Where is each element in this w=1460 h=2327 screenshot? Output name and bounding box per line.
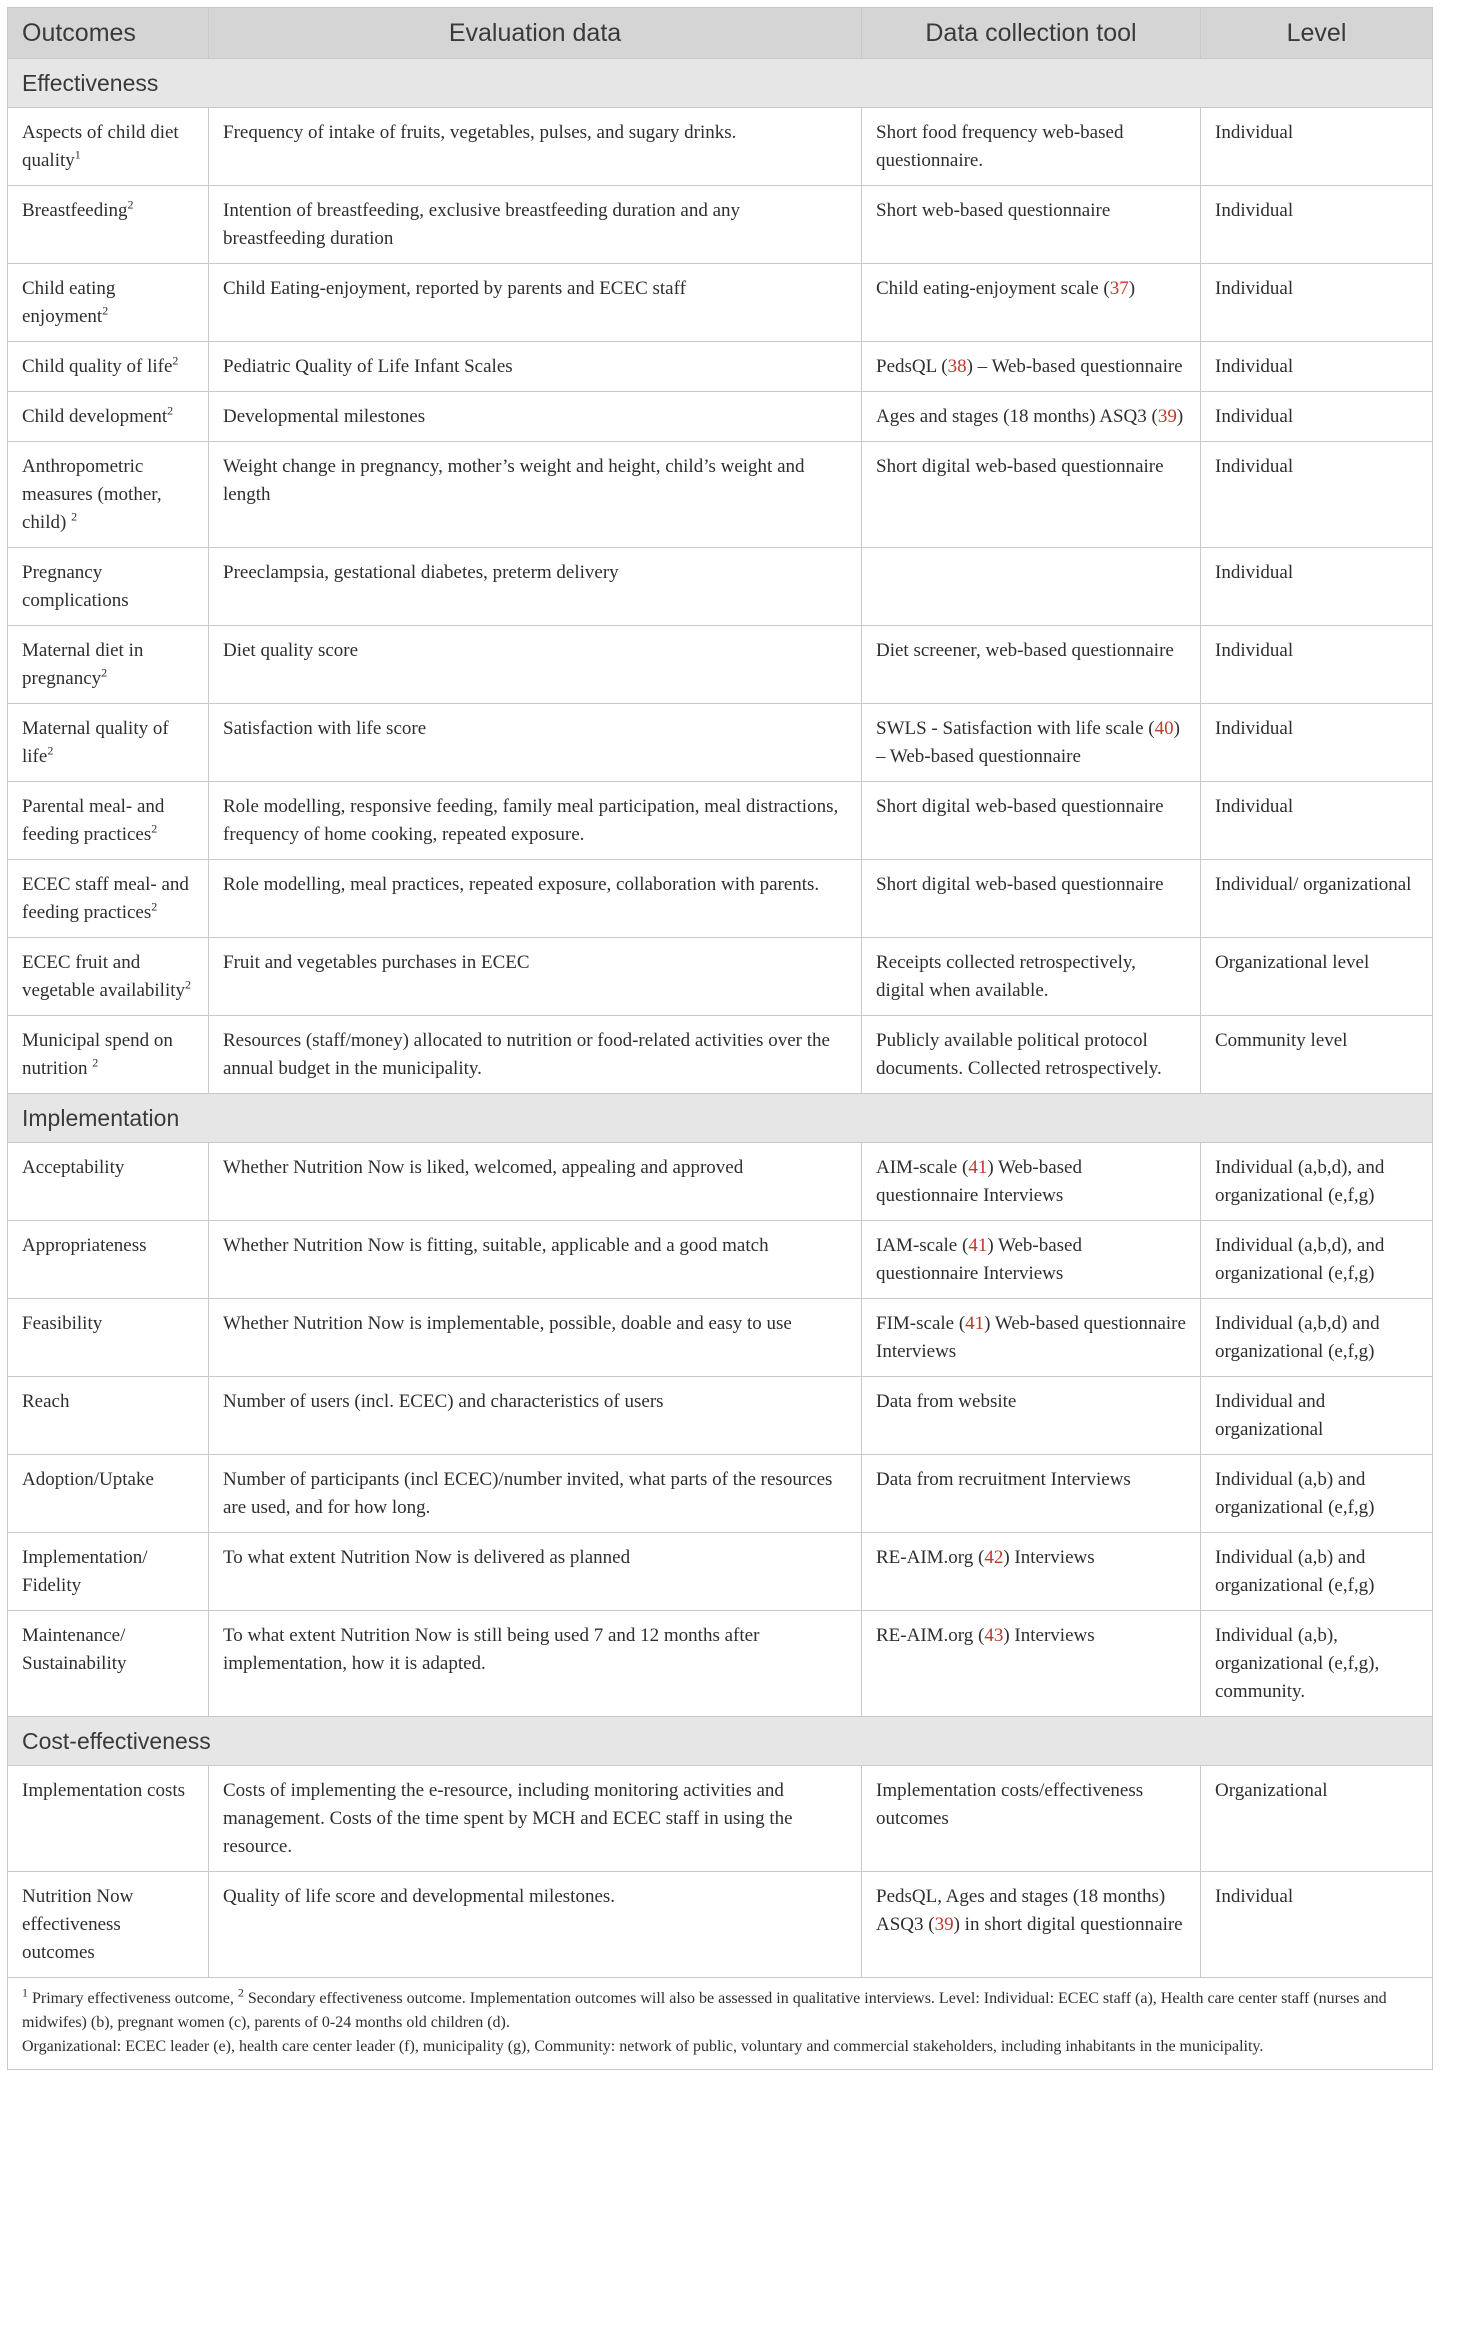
data-collection-tool-cell: [862, 1299, 1201, 1377]
outcome-text: Child eating enjoyment: [22, 278, 116, 327]
level-cell: Individual (a,b,d), and organizational (e,f,g): [1201, 1221, 1433, 1299]
level-cell: Individual (a,b,d), and organizational (e,f,g): [1201, 1143, 1433, 1221]
table-row: [8, 1766, 1433, 1872]
footnote-sup-2: 2: [237, 1985, 244, 2000]
outcome-cell: [8, 1016, 209, 1094]
reference-link[interactable]: 41: [968, 1235, 988, 1256]
table-row: [8, 1016, 1433, 1094]
outcome-cell: [8, 1221, 209, 1299]
evaluation-data-cell: Number of participants (incl ECEC)/number invited, what parts of the resources are used, and for how long.: [209, 1455, 862, 1533]
table-row: [8, 626, 1433, 704]
level-cell: Individual (a,b), organizational (e,f,g), community.: [1201, 1611, 1433, 1717]
outcome-footnote-marker: 2: [92, 1055, 99, 1070]
tool-text: PedsQL, Ages and stages (18 months) ASQ3 (: [876, 1886, 1166, 1935]
data-collection-tool-cell: [862, 186, 1201, 264]
data-collection-tool-cell: [862, 342, 1201, 392]
outcome-text: ECEC fruit and vegetable availability: [22, 952, 186, 1001]
table-row: [8, 1143, 1433, 1221]
outcome-text: Breastfeeding: [22, 200, 128, 221]
data-collection-tool-cell: [862, 1533, 1201, 1611]
outcome-text: Adoption/Uptake: [22, 1469, 154, 1490]
level-cell: Individual: [1201, 342, 1433, 392]
footnote-line-1: [22, 1987, 1418, 2035]
tool-text: AIM-scale (: [876, 1157, 969, 1178]
data-collection-tool-cell: [862, 442, 1201, 548]
outcome-footnote-marker: 2: [185, 977, 192, 992]
tool-text: Short digital web-based questionnaire: [876, 874, 1164, 895]
outcome-cell: [8, 1533, 209, 1611]
outcome-cell: [8, 782, 209, 860]
outcome-text: Reach: [22, 1391, 70, 1412]
tool-text-after: ) Web-based questionnaire Interviews: [876, 1235, 1082, 1284]
header-data-collection-tool: Data collection tool: [862, 8, 1201, 59]
outcome-text: Pregnancy complications: [22, 562, 129, 611]
data-collection-tool-cell: [862, 1016, 1201, 1094]
tool-text: Data from recruitment Interviews: [876, 1469, 1131, 1490]
level-cell: Individual: [1201, 704, 1433, 782]
evaluation-data-cell: Satisfaction with life score: [209, 704, 862, 782]
evaluation-data-cell: Developmental milestones: [209, 392, 862, 442]
reference-link[interactable]: 40: [1154, 718, 1174, 739]
outcome-footnote-marker: 2: [127, 197, 134, 212]
outcome-cell: [8, 1377, 209, 1455]
evaluation-data-cell: To what extent Nutrition Now is still being used 7 and 12 months after implementation, how it is adapted.: [209, 1611, 862, 1717]
footnote-sup-1: 1: [22, 1985, 28, 2000]
outcome-text: Acceptability: [22, 1157, 125, 1178]
data-collection-tool-cell: [862, 1221, 1201, 1299]
table-container: [7, 7, 1432, 2070]
data-collection-tool-cell: [862, 1611, 1201, 1717]
data-collection-tool-cell: [862, 938, 1201, 1016]
outcome-text: Feasibility: [22, 1313, 103, 1334]
footnote-row: [8, 1978, 1433, 2070]
outcome-footnote-marker: 2: [167, 403, 174, 418]
outcome-text: Maternal quality of life: [22, 718, 169, 767]
evaluation-table: [7, 7, 1433, 2070]
tool-text-after: ) – Web-based questionnaire: [876, 718, 1180, 767]
table-row: [8, 108, 1433, 186]
tool-text: Short digital web-based questionnaire: [876, 796, 1164, 817]
reference-link[interactable]: 38: [947, 356, 967, 377]
outcome-cell: [8, 548, 209, 626]
tool-text: RE-AIM.org (: [876, 1625, 985, 1646]
data-collection-tool-cell: [862, 548, 1201, 626]
tool-text: Diet screener, web-based questionnaire: [876, 640, 1174, 661]
data-collection-tool-cell: [862, 626, 1201, 704]
outcome-cell: [8, 1766, 209, 1872]
reference-link[interactable]: 39: [1157, 406, 1177, 427]
data-collection-tool-cell: [862, 1455, 1201, 1533]
evaluation-data-cell: Whether Nutrition Now is fitting, suitable, applicable and a good match: [209, 1221, 862, 1299]
table-body: [8, 59, 1433, 1978]
table-row: [8, 938, 1433, 1016]
tool-text: FIM-scale (: [876, 1313, 966, 1334]
level-cell: Individual: [1201, 782, 1433, 860]
level-cell: Individual (a,b) and organizational (e,f,g): [1201, 1455, 1433, 1533]
evaluation-data-cell: Whether Nutrition Now is liked, welcomed, appealing and approved: [209, 1143, 862, 1221]
outcome-cell: [8, 442, 209, 548]
tool-text-after: ) Web-based questionnaire Interviews: [876, 1313, 1186, 1362]
data-collection-tool-cell: [862, 1766, 1201, 1872]
outcome-text: Aspects of child diet quality: [22, 122, 179, 171]
table-row: [8, 1611, 1433, 1717]
outcome-text: Implementation/ Fidelity: [22, 1547, 148, 1596]
tool-text: Receipts collected retrospectively, digital when available.: [876, 952, 1136, 1001]
outcome-cell: [8, 1299, 209, 1377]
reference-link[interactable]: 39: [934, 1914, 954, 1935]
tool-text: Short digital web-based questionnaire: [876, 456, 1164, 477]
level-cell: Organizational: [1201, 1766, 1433, 1872]
evaluation-data-cell: Preeclampsia, gestational diabetes, preterm delivery: [209, 548, 862, 626]
level-cell: Individual (a,b) and organizational (e,f,g): [1201, 1533, 1433, 1611]
table-row: [8, 264, 1433, 342]
evaluation-data-cell: Resources (staff/money) allocated to nutrition or food-related activities over the annual budget in the municipality.: [209, 1016, 862, 1094]
header-level: Level: [1201, 8, 1433, 59]
table-row: [8, 392, 1433, 442]
level-cell: Individual: [1201, 392, 1433, 442]
outcome-cell: [8, 626, 209, 704]
outcome-text: Anthropometric measures (mother, child): [22, 456, 162, 533]
reference-link[interactable]: 43: [984, 1625, 1004, 1646]
tool-text: Short food frequency web-based questionnaire.: [876, 122, 1124, 171]
evaluation-data-cell: Quality of life score and developmental milestones.: [209, 1872, 862, 1978]
outcome-text: Maintenance/ Sustainability: [22, 1625, 127, 1674]
outcome-cell: [8, 342, 209, 392]
outcome-text: Municipal spend on nutrition: [22, 1030, 173, 1079]
evaluation-data-cell: Diet quality score: [209, 626, 862, 704]
table-row: [8, 548, 1433, 626]
table-row: [8, 1455, 1433, 1533]
data-collection-tool-cell: [862, 1872, 1201, 1978]
tool-text: Publicly available political protocol documents. Collected retrospectively.: [876, 1030, 1162, 1079]
outcome-cell: [8, 860, 209, 938]
header-evaluation-data: Evaluation data: [209, 8, 862, 59]
table-row: [8, 704, 1433, 782]
reference-link[interactable]: 41: [968, 1157, 988, 1178]
table-row: [8, 442, 1433, 548]
outcome-cell: [8, 704, 209, 782]
evaluation-data-cell: Weight change in pregnancy, mother’s weight and height, child’s weight and length: [209, 442, 862, 548]
tool-text: SWLS - Satisfaction with life scale (: [876, 718, 1155, 739]
table-row: [8, 782, 1433, 860]
outcome-cell: [8, 1455, 209, 1533]
outcome-text: Appropriateness: [22, 1235, 147, 1256]
tool-text: RE-AIM.org (: [876, 1547, 985, 1568]
table-row: [8, 1377, 1433, 1455]
outcome-cell: [8, 1872, 209, 1978]
level-cell: Individual/ organizational: [1201, 860, 1433, 938]
outcome-cell: [8, 1143, 209, 1221]
outcome-cell: [8, 938, 209, 1016]
footnote-text-1: Primary effectiveness outcome,: [28, 1990, 238, 2007]
tool-text: Data from website: [876, 1391, 1017, 1412]
table-row: [8, 1221, 1433, 1299]
level-cell: Individual: [1201, 264, 1433, 342]
section-row: [8, 1094, 1433, 1143]
level-cell: Community level: [1201, 1016, 1433, 1094]
level-cell: Individual: [1201, 186, 1433, 264]
data-collection-tool-cell: [862, 264, 1201, 342]
outcome-cell: [8, 108, 209, 186]
outcome-cell: [8, 392, 209, 442]
section-title: Implementation: [8, 1094, 1433, 1143]
level-cell: Organizational level: [1201, 938, 1433, 1016]
tool-text-after: ) Web-based questionnaire Interviews: [876, 1157, 1082, 1206]
tool-text: PedsQL (: [876, 356, 948, 377]
outcome-cell: [8, 264, 209, 342]
evaluation-data-cell: Role modelling, responsive feeding, family meal participation, meal distractions, frequency of home cooking, repeated exposure.: [209, 782, 862, 860]
section-title: Cost-effectiveness: [8, 1717, 1433, 1766]
outcome-cell: [8, 1611, 209, 1717]
footnote-text-2: Secondary effectiveness outcome. Implementation outcomes will also be assessed in qualitative interviews. Level: Individual: ECEC staff (a), Health care center staff (nurses and midwifes) (b), pregnant women (c), parents of 0-24 months old children (d).: [22, 1990, 1387, 2031]
evaluation-data-cell: Pediatric Quality of Life Infant Scales: [209, 342, 862, 392]
data-collection-tool-cell: [862, 1377, 1201, 1455]
outcome-footnote-marker: 2: [101, 665, 108, 680]
footnote-line-2: Organizational: ECEC leader (e), health care center leader (f), municipality (g), Community: network of public, voluntary and commercial stakeholders, including inhabitants in the municipality.: [22, 2038, 1264, 2055]
outcome-text: Parental meal- and feeding practices: [22, 796, 165, 845]
evaluation-data-cell: Intention of breastfeeding, exclusive breastfeeding duration and any breastfeeding duration: [209, 186, 862, 264]
table-row: [8, 1299, 1433, 1377]
tool-text-after: ): [1128, 278, 1136, 299]
evaluation-data-cell: To what extent Nutrition Now is delivered as planned: [209, 1533, 862, 1611]
header-row: [8, 8, 1433, 59]
outcome-footnote-marker: 2: [151, 899, 158, 914]
outcome-footnote-marker: 2: [102, 303, 109, 318]
level-cell: Individual: [1201, 108, 1433, 186]
evaluation-data-cell: Child Eating-enjoyment, reported by parents and ECEC staff: [209, 264, 862, 342]
data-collection-tool-cell: [862, 108, 1201, 186]
header-outcomes: Outcomes: [8, 8, 209, 59]
outcome-text: ECEC staff meal- and feeding practices: [22, 874, 189, 923]
evaluation-data-cell: Role modelling, meal practices, repeated exposure, collaboration with parents.: [209, 860, 862, 938]
tool-text: Short web-based questionnaire: [876, 200, 1111, 221]
level-cell: Individual: [1201, 626, 1433, 704]
tool-text-after: ) in short digital questionnaire: [953, 1914, 1183, 1935]
data-collection-tool-cell: [862, 782, 1201, 860]
tool-text: Child eating-enjoyment scale (: [876, 278, 1110, 299]
level-cell: Individual and organizational: [1201, 1377, 1433, 1455]
outcome-text: Child development: [22, 406, 168, 427]
outcome-footnote-marker: 2: [172, 353, 179, 368]
outcome-footnote-marker: 1: [74, 147, 81, 162]
table-footnote: [8, 1978, 1433, 2070]
section-row: [8, 59, 1433, 108]
table-row: [8, 342, 1433, 392]
data-collection-tool-cell: [862, 860, 1201, 938]
outcome-text: Nutrition Now effectiveness outcomes: [22, 1886, 134, 1963]
tool-text-after: ): [1176, 406, 1184, 427]
section-row: [8, 1717, 1433, 1766]
outcome-cell: [8, 186, 209, 264]
reference-link[interactable]: 37: [1109, 278, 1129, 299]
outcome-text: Child quality of life: [22, 356, 173, 377]
tool-text: Ages and stages (18 months) ASQ3 (: [876, 406, 1158, 427]
table-row: [8, 1872, 1433, 1978]
outcome-footnote-marker: 2: [151, 821, 158, 836]
level-cell: Individual: [1201, 442, 1433, 548]
table-row: [8, 186, 1433, 264]
data-collection-tool-cell: [862, 704, 1201, 782]
outcome-footnote-marker: 2: [47, 743, 54, 758]
level-cell: Individual: [1201, 1872, 1433, 1978]
table-row: [8, 860, 1433, 938]
evaluation-data-cell: Frequency of intake of fruits, vegetables, pulses, and sugary drinks.: [209, 108, 862, 186]
table-row: [8, 1533, 1433, 1611]
outcome-text: Implementation costs: [22, 1780, 186, 1801]
evaluation-data-cell: Fruit and vegetables purchases in ECEC: [209, 938, 862, 1016]
tool-text-after: ) Interviews: [1003, 1625, 1095, 1646]
level-cell: Individual: [1201, 548, 1433, 626]
tool-text-after: ) Interviews: [1003, 1547, 1095, 1568]
reference-link[interactable]: 41: [965, 1313, 985, 1334]
data-collection-tool-cell: [862, 1143, 1201, 1221]
tool-text-after: ) – Web-based questionnaire: [966, 356, 1183, 377]
tool-text: Implementation costs/effectiveness outcomes: [876, 1780, 1144, 1829]
data-collection-tool-cell: [862, 392, 1201, 442]
evaluation-data-cell: Number of users (incl. ECEC) and characteristics of users: [209, 1377, 862, 1455]
reference-link[interactable]: 42: [984, 1547, 1004, 1568]
evaluation-data-cell: Whether Nutrition Now is implementable, possible, doable and easy to use: [209, 1299, 862, 1377]
section-title: Effectiveness: [8, 59, 1433, 108]
outcome-footnote-marker: 2: [71, 509, 78, 524]
level-cell: Individual (a,b,d) and organizational (e,f,g): [1201, 1299, 1433, 1377]
outcome-text: Maternal diet in pregnancy: [22, 640, 144, 689]
tool-text: IAM-scale (: [876, 1235, 969, 1256]
evaluation-data-cell: Costs of implementing the e-resource, including monitoring activities and management. Costs of the time spent by MCH and ECEC staff in using the resource.: [209, 1766, 862, 1872]
